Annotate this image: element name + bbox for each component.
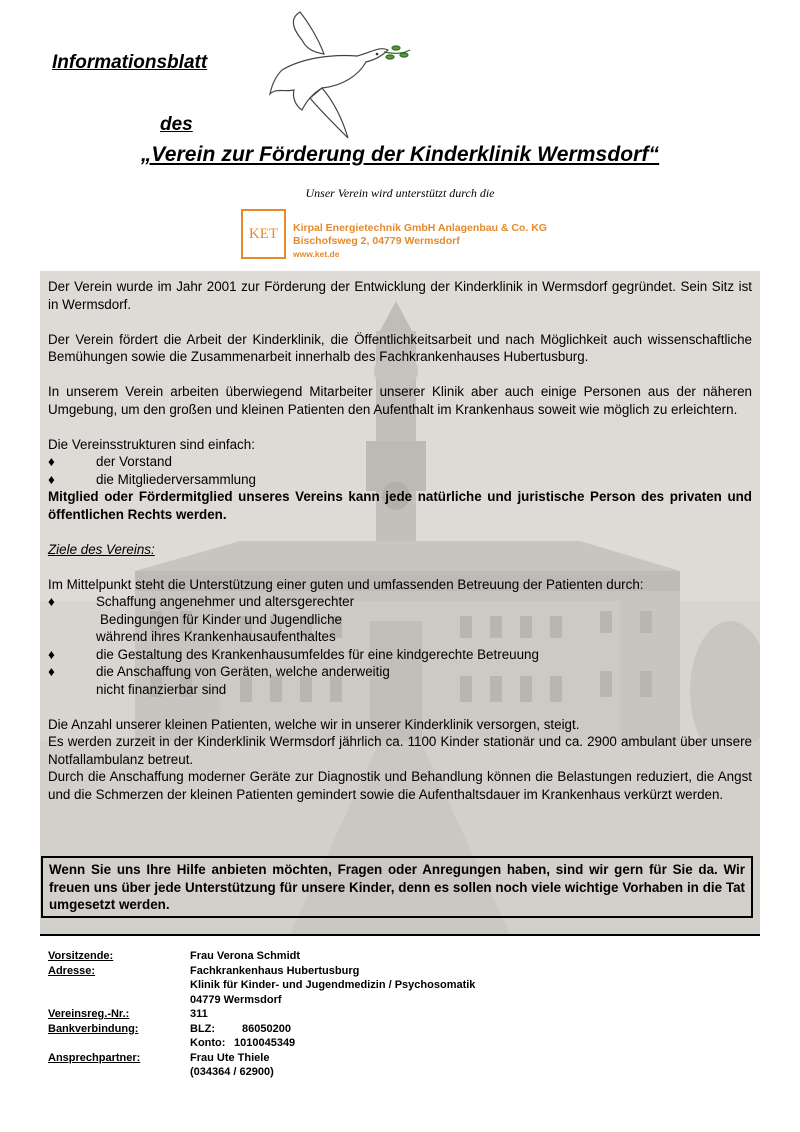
title-line-3: „Verein zur Förderung der Kinderklinik Wermsdorf“ <box>140 143 660 166</box>
ket-logo: KET <box>241 209 286 259</box>
footer-row <box>48 964 475 1008</box>
structures-intro: Die Vereinsstrukturen sind einfach: <box>48 436 255 452</box>
bullet-icon: ♦ <box>48 646 55 662</box>
equipment-paragraph: Durch die Anschaffung moderner Geräte zur Diagnostik und Behandlung können die Belastungen reduziert, die Angst und die Schmerzen der kleinen Patienten gemindert sowie die Aufenthaltsdauer im Krankenhaus verkürzt werden. <box>48 769 752 802</box>
sponsor-address: Bischofsweg 2, 04779 Wermsdorf <box>293 235 460 247</box>
patients-paragraph: Die Anzahl unserer kleinen Patienten, welche wir in unserer Kinderklinik versorgen, steigt. <box>48 716 580 732</box>
bullet-icon: ♦ <box>48 594 55 609</box>
address-line: Fachkrankenhaus Hubertusburg <box>190 964 360 977</box>
footer-row <box>48 1051 475 1080</box>
list-item: ♦ Schaffung angenehmer und altersgerechter Bedingungen für Kinder und Jugendliche während ihres Krankenhausaufenthaltes <box>48 594 355 644</box>
bullet-icon: ♦ <box>48 471 55 487</box>
blz-label: BLZ: <box>190 1022 216 1035</box>
body-text <box>48 278 752 803</box>
title-line-2: des <box>160 114 193 135</box>
title-line-1: Informationsblatt <box>52 52 208 73</box>
chair-value: Frau Verona Schmidt <box>190 950 301 962</box>
sponsor-info <box>293 222 547 261</box>
bullet-icon: ♦ <box>48 664 55 679</box>
konto-label: Konto: <box>190 1037 226 1049</box>
footer-row <box>48 949 475 964</box>
intro-paragraph: Der Verein wurde im Jahr 2001 zur Förderung der Entwicklung der Kinderklinik in Wermsdorf gegründet. Sein Sitz ist in Wermsdorf. <box>48 279 752 312</box>
info-panel <box>40 271 760 936</box>
konto-value: 1010045349 <box>234 1037 296 1049</box>
chair-label: Vorsitzende: <box>48 950 114 962</box>
callout-box: Wenn Sie uns Ihre Hilfe anbieten möchten, Fragen oder Anregungen haben, sind wir gern für Sie da. Wir freuen uns über jede Unterstützung für unsere Kinder, denn es sollen noch viele wichtige Vorhaben in die Tat umgesetzt werden. <box>41 856 753 918</box>
members-paragraph: In unserem Verein arbeiten überwiegend Mitarbeiter unserer Klinik aber auch einige Personen aus der näheren Umgebung, um den großen und kleinen Patienten den Aufenthalt im Krankenhaus soweit wie möglich zu erleichtern. <box>48 384 752 417</box>
reg-value: 311 <box>190 1008 208 1020</box>
contact-label: Ansprechpartner: <box>48 1051 141 1064</box>
goals-intro: Im Mittelpunkt steht die Unterstützung einer guten und umfassenden Betreuung der Patienten durch: <box>48 576 644 592</box>
address-line: Klinik für Kinder- und Jugendmedizin / Psychosomatik <box>190 979 476 991</box>
list-item: ♦ die Anschaffung von Geräten, welche anderweitig nicht finanzierbar sind <box>48 664 390 697</box>
address-label: Adresse: <box>48 964 96 977</box>
list-item: ♦ die Gestaltung des Krankenhausumfeldes für eine kindgerechte Betreuung <box>48 646 539 662</box>
address-line: 04779 Wermsdorf <box>190 993 282 1006</box>
list-item: ♦ die Mitgliederversammlung <box>48 471 257 487</box>
bank-label: Bankverbindung: <box>48 1022 139 1035</box>
reg-label: Vereinsreg.-Nr.: <box>48 1008 130 1020</box>
bullet-icon: ♦ <box>48 454 55 469</box>
support-note: Unser Verein wird unterstützt durch die <box>305 186 495 200</box>
contact-info <box>48 949 475 1080</box>
purpose-paragraph: Der Verein fördert die Arbeit der Kinderklinik, die Öffentlichkeitsarbeit und nach Möglichkeit auch wissenschaftliche Bemühungen sowie die Zusammenarbeit innerhalb des Fachkrankenhauses Hubertusburg. <box>48 331 752 364</box>
statistics-paragraph: Es werden zurzeit in der Kinderklinik Wermsdorf jährlich ca. 1100 Kinder stationär und ca. 2900 ambulant über unsere Notfallambulanz betreut. <box>48 734 752 767</box>
dove-icon <box>262 10 412 140</box>
contact-phone: (034364 / 62900) <box>190 1066 274 1078</box>
footer-row <box>48 1007 475 1022</box>
sponsor-name: Kirpal Energietechnik GmbH Anlagenbau & Co. KG <box>293 222 547 234</box>
goals-heading: Ziele des Vereins: <box>48 541 155 557</box>
membership-paragraph: Mitglied oder Fördermitglied unseres Vereins kann jede natürliche und juristische Person des privaten und öffentlichen Rechts werden. <box>48 489 752 522</box>
blz-value: 86050200 <box>242 1022 291 1035</box>
list-item: ♦ der Vorstand <box>48 454 172 469</box>
sponsor-website[interactable]: www.ket.de <box>293 249 340 259</box>
contact-name: Frau Ute Thiele <box>190 1051 270 1064</box>
footer-row <box>48 1022 475 1051</box>
